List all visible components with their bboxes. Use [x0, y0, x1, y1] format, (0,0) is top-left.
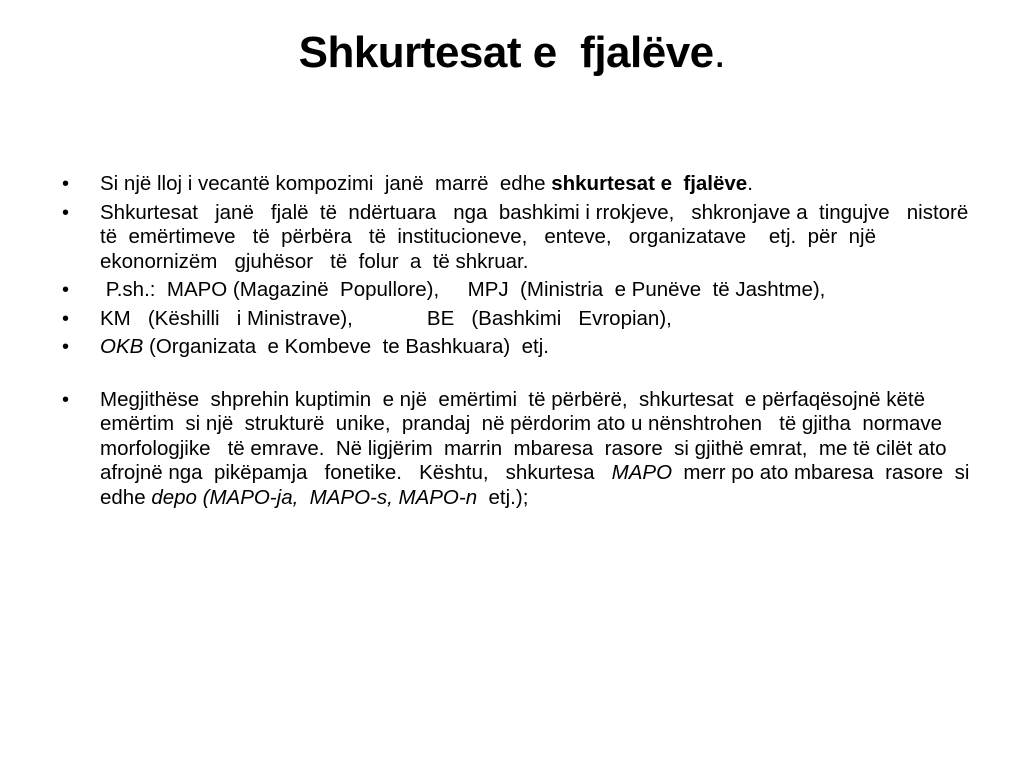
- bullet-item: [62, 172, 972, 197]
- bullet-text-run: Megjithëse shprehin kuptimin e një emërtimi të përbërë, shkurtesat e përfaqësojnë këtë emërtim si një strukturë unike, prandaj në përdorim ato u nënshtrohen të gjitha normave morfologjike të emrave. Në ligjërim marrin mbaresa rasore si gjithë emrat, me të cilët ato afrojnë nga pikëpamja fonetike. Kështu, shkurtesa: [100, 387, 954, 484]
- bullet-icon: •: [62, 201, 70, 224]
- bullet-text-run: shkurtesat e fjalëve: [551, 172, 748, 195]
- bullet-text-run: (Organizata e Kombeve te Bashkuara) etj.: [143, 335, 549, 358]
- bullet-item: [62, 387, 976, 511]
- bullet-list: [62, 172, 986, 514]
- bullet-text-run: etj.);: [477, 485, 529, 509]
- bullet-icon: •: [62, 336, 70, 358]
- bullet-text-run: MAPO: [611, 461, 673, 484]
- bullet-icon: •: [62, 279, 70, 301]
- slide-title: [0, 28, 1024, 78]
- bullet-item: [62, 335, 972, 360]
- bullet-icon: •: [62, 173, 70, 195]
- bullet-icon: •: [62, 307, 70, 330]
- bullet-text-run: merr po ato mbaresa rasore si edhe: [100, 461, 976, 509]
- bullet-text-run: Si një lloj i vecantë kompozimi janë marrë edhe: [100, 172, 552, 195]
- bullet-item: [62, 278, 972, 303]
- bullet-text-run: Shkurtesat janë fjalë të ndërtuara nga bashkimi i rrokjeve, shkronjave a tingujve nistorë të emërtimeve të përbëra të institucioneve, enteve, organizatave etj. për një ekonornizëm gjuhësor të folur a të shkruar.: [100, 200, 986, 273]
- bullet-item: [62, 307, 972, 332]
- bullet-text-run: .: [747, 172, 753, 195]
- bullet-text-run: P.sh.: MAPO (Magazinë Popullore), MPJ (Ministria e Punëve të Jashtme),: [100, 278, 826, 301]
- bullet-text-run: KM (Këshilli i Ministrave), BE (Bashkimi Evropian),: [100, 306, 672, 330]
- bullet-item: [62, 200, 986, 275]
- bullet-icon: •: [62, 388, 70, 411]
- bullet-text-run: depo (MAPO-ja, MAPO-s, MAPO-n: [151, 485, 478, 509]
- slide-title-dot: .: [713, 28, 726, 77]
- bullet-text-run: OKB: [100, 335, 144, 358]
- slide-title-text: Shkurtesat e fjalëve: [298, 28, 714, 77]
